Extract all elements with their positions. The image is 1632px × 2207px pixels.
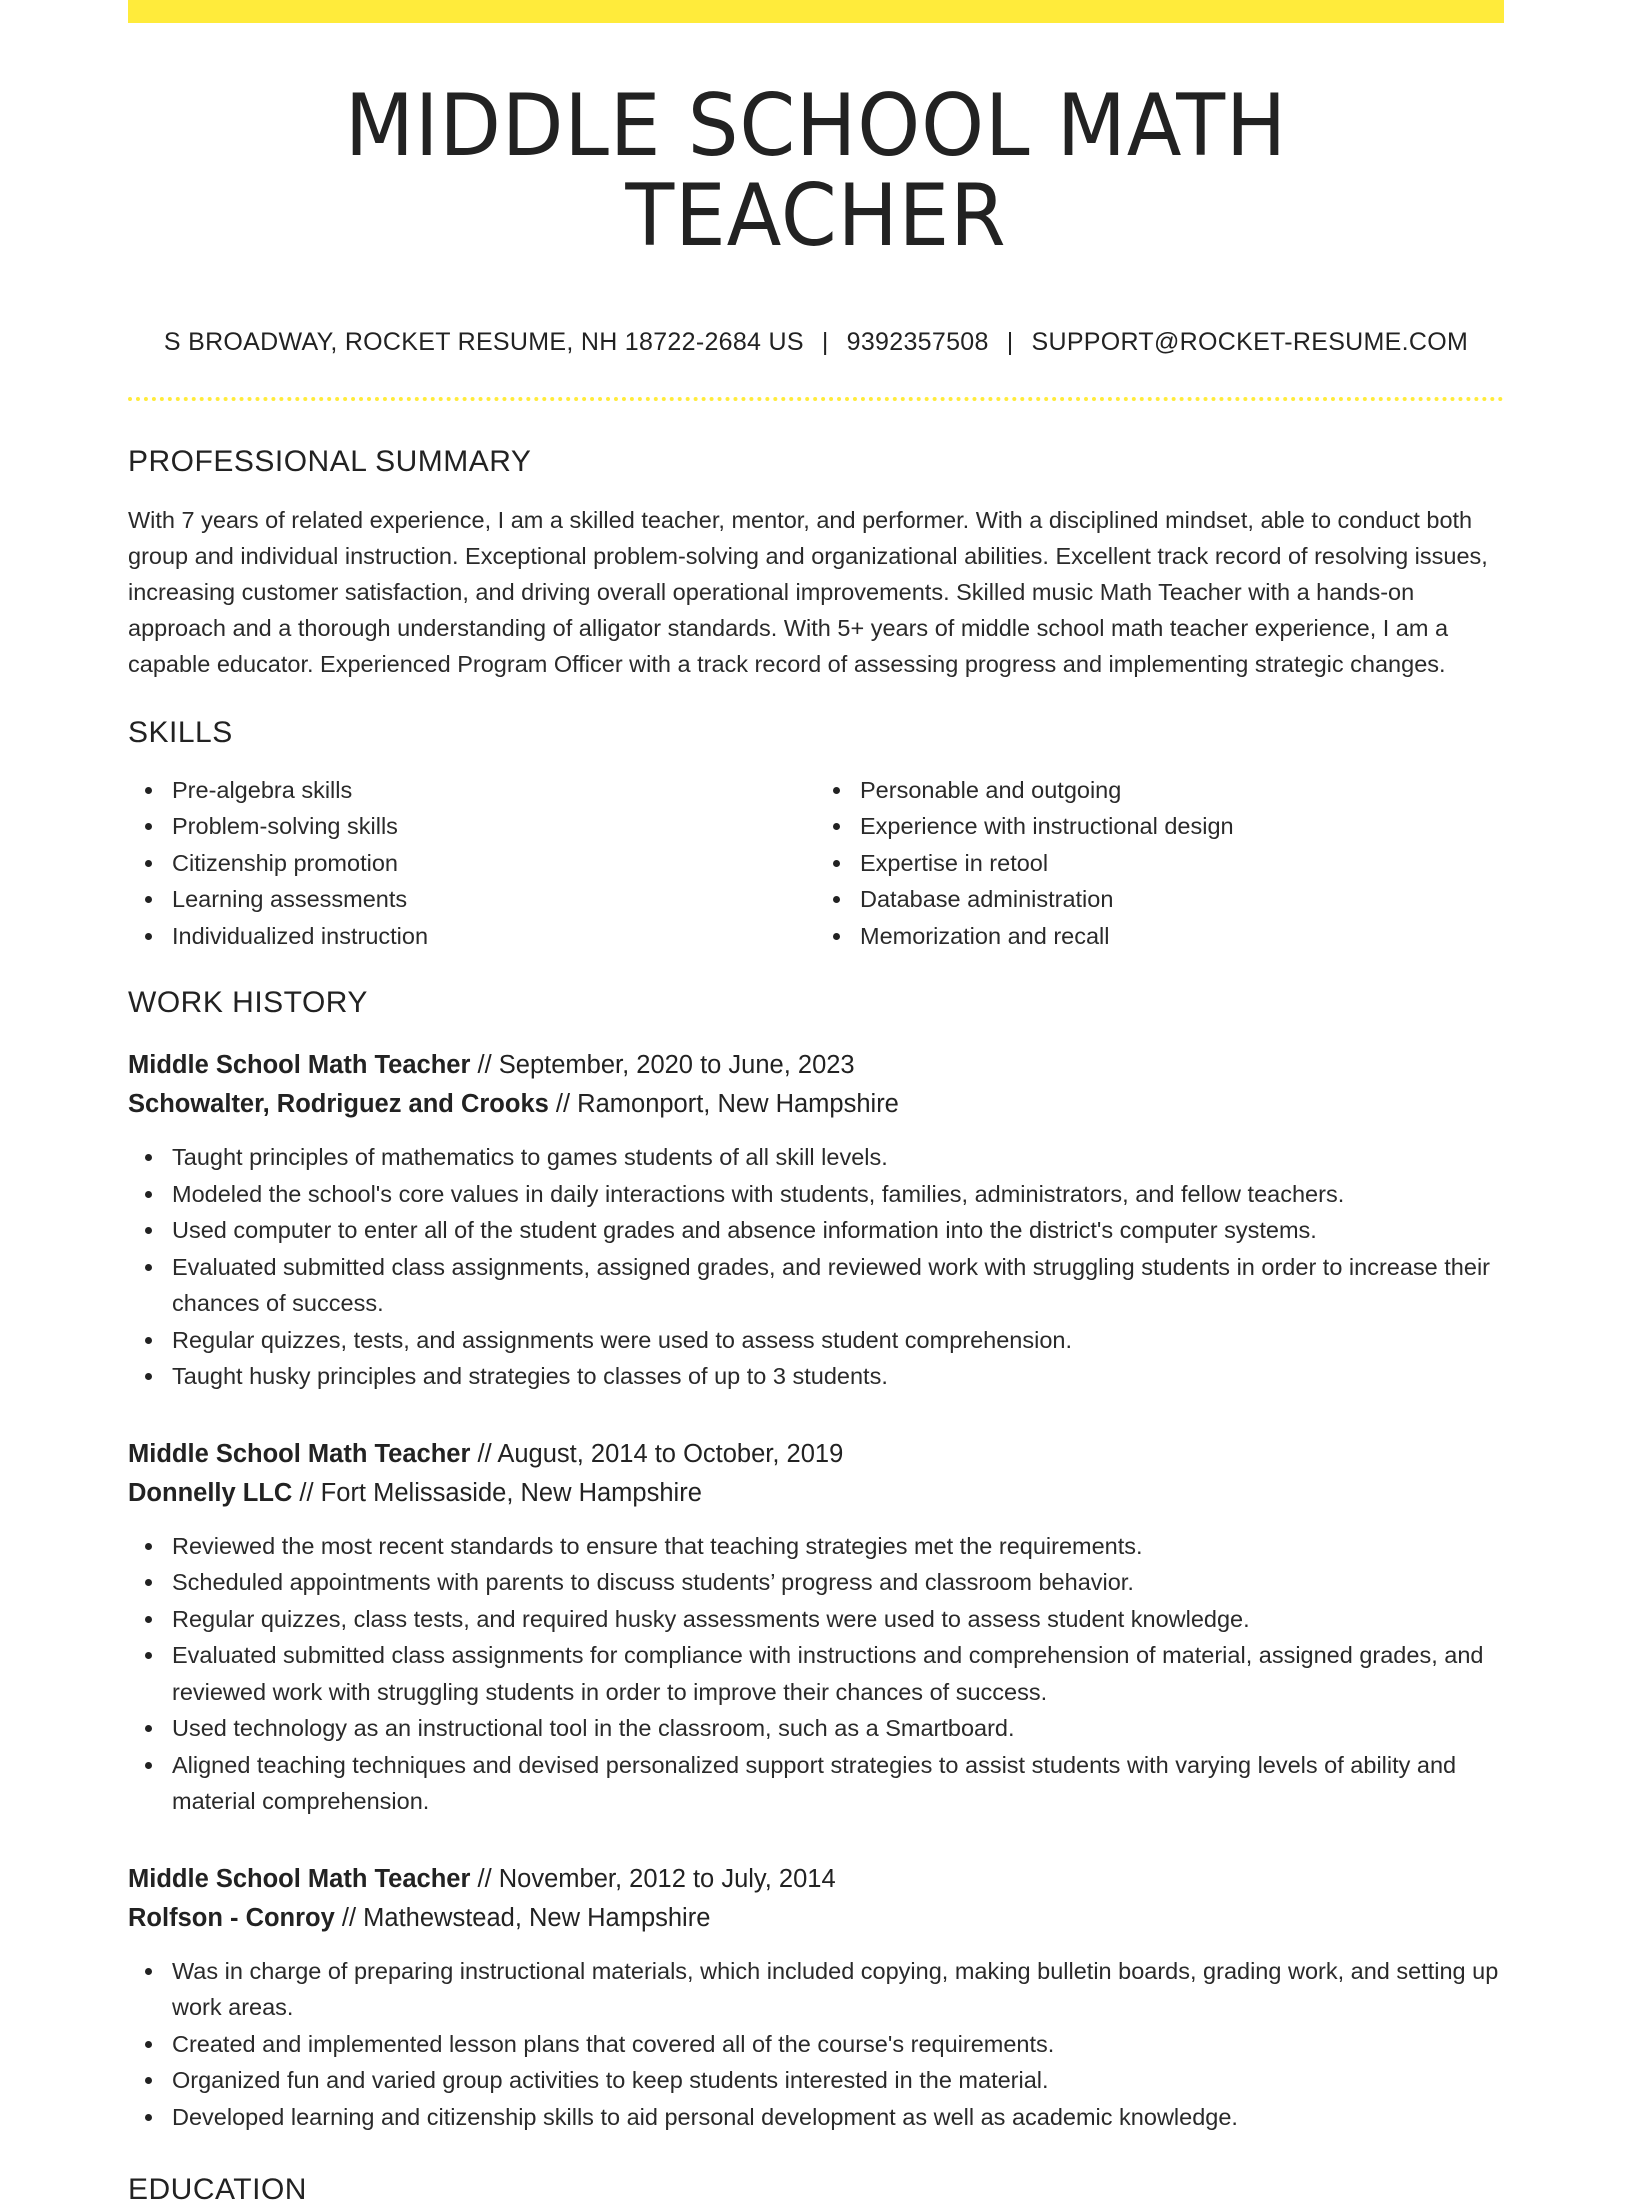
summary-heading: PROFESSIONAL SUMMARY: [128, 444, 532, 478]
job-company-line: [128, 1085, 1504, 1124]
skills-heading: SKILLS: [128, 715, 233, 749]
job-company-line: [128, 1474, 1504, 1513]
job-entry: [128, 1435, 1504, 1820]
summary-text: With 7 years of related experience, I am a skilled teacher, mentor, and performer. With a disciplined mindset, able to conduct both group and individual instruction. Exceptional problem-solving and organizational abilities. Excellent track record of resolving issues, increasing customer satisfaction, and driving overall operational improvements. Skilled music Math Teacher with a hands-on approach and a thorough understanding of alligator standards. With 5+ years of middle school math teacher experience, I am a capable educator. Experienced Program Officer with a track record of assessing progress and implementing strategic changes.: [128, 506, 1488, 677]
duty-item: Used computer to enter all of the student grades and absence information into the district's computer systems.: [172, 1212, 1504, 1249]
duty-item: Aligned teaching techniques and devised personalized support strategies to assist students with varying levels of ability and material comprehension.: [172, 1747, 1504, 1820]
education-heading: EDUCATION: [128, 2173, 307, 2207]
job-dates: // September, 2020 to June, 2023: [470, 1051, 855, 1080]
company-name: Schowalter, Rodriguez and Crooks: [128, 1090, 549, 1119]
job-title-line: [128, 1860, 1504, 1899]
address: S BROADWAY, ROCKET RESUME, NH 18722-2684 US: [163, 327, 804, 356]
duty-item: Regular quizzes, class tests, and required husky assessments were used to assess student knowledge.: [172, 1601, 1504, 1638]
job-title: Middle School Math Teacher: [128, 1864, 471, 1893]
skill-item: Database administration: [860, 881, 1504, 918]
job-title: Middle School Math Teacher: [128, 1439, 471, 1468]
page-title: MIDDLE SCHOOL MATH TEACHER: [344, 76, 1288, 267]
contact-info: [128, 328, 1504, 357]
skills-column-left: [128, 772, 816, 955]
phone: 9392357508: [846, 327, 989, 356]
separator: |: [821, 327, 829, 356]
duty-item: Modeled the school's core values in daily interactions with students, families, administrators, and fellow teachers.: [172, 1176, 1504, 1213]
skill-item: Individualized instruction: [172, 918, 816, 955]
job-title: Middle School Math Teacher: [128, 1051, 471, 1080]
skill-item: Memorization and recall: [860, 918, 1504, 955]
duty-item: Evaluated submitted class assignments for compliance with instructions and comprehension of material, assigned grades, and reviewed work with struggling students in order to improve their chances of success.: [172, 1637, 1504, 1710]
skill-item: Experience with instructional design: [860, 808, 1504, 845]
skills-column-right: [816, 772, 1504, 955]
skill-item: Expertise in retool: [860, 845, 1504, 882]
duty-item: Was in charge of preparing instructional materials, which included copying, making bulletin boards, grading work, and setting up work areas.: [172, 1953, 1504, 2026]
skills-list: [128, 772, 1504, 955]
job-location: // Mathewstead, New Hampshire: [334, 1903, 711, 1932]
company-name: Donnelly LLC: [128, 1478, 293, 1507]
job-title-line: [128, 1435, 1504, 1474]
skill-item: Pre-algebra skills: [172, 772, 816, 809]
job-entry: [128, 1046, 1504, 1395]
skill-item: Citizenship promotion: [172, 845, 816, 882]
work-history-heading: WORK HISTORY: [128, 986, 368, 1020]
duties-list: [128, 1528, 1504, 1820]
job-dates: // November, 2012 to July, 2014: [470, 1864, 836, 1893]
job-location: // Fort Melissaside, New Hampshire: [292, 1478, 702, 1507]
duty-item: Organized fun and varied group activities to keep students interested in the material.: [172, 2062, 1504, 2099]
email: SUPPORT@ROCKET-RESUME.COM: [1031, 327, 1469, 356]
skill-item: Personable and outgoing: [860, 772, 1504, 809]
accent-bar: [128, 0, 1504, 23]
job-title-line: [128, 1046, 1504, 1085]
duty-item: Developed learning and citizenship skills to aid personal development as well as academic knowledge.: [172, 2099, 1504, 2136]
duty-item: Reviewed the most recent standards to ensure that teaching strategies met the requirements.: [172, 1528, 1504, 1565]
job-entry: [128, 1860, 1504, 2136]
duty-item: Taught husky principles and strategies to classes of up to 3 students.: [172, 1358, 1504, 1395]
job-company-line: [128, 1899, 1504, 1938]
duty-item: Created and implemented lesson plans that covered all of the course's requirements.: [172, 2026, 1504, 2063]
duties-list: [128, 1139, 1504, 1395]
job-location: // Ramonport, New Hampshire: [548, 1090, 899, 1119]
duty-item: Taught principles of mathematics to games students of all skill levels.: [172, 1139, 1504, 1176]
divider: [128, 397, 1504, 401]
skill-item: Learning assessments: [172, 881, 816, 918]
skill-item: Problem-solving skills: [172, 808, 816, 845]
duties-list: [128, 1953, 1504, 2136]
duty-item: Evaluated submitted class assignments, assigned grades, and reviewed work with struggling students in order to increase their chances of success.: [172, 1249, 1504, 1322]
separator: |: [1006, 327, 1014, 356]
duty-item: Scheduled appointments with parents to discuss students’ progress and classroom behavior.: [172, 1564, 1504, 1601]
job-dates: // August, 2014 to October, 2019: [470, 1439, 844, 1468]
duty-item: Used technology as an instructional tool in the classroom, such as a Smartboard.: [172, 1710, 1504, 1747]
duty-item: Regular quizzes, tests, and assignments were used to assess student comprehension.: [172, 1322, 1504, 1359]
company-name: Rolfson - Conroy: [128, 1903, 335, 1932]
resume-page: [128, 0, 1504, 2207]
